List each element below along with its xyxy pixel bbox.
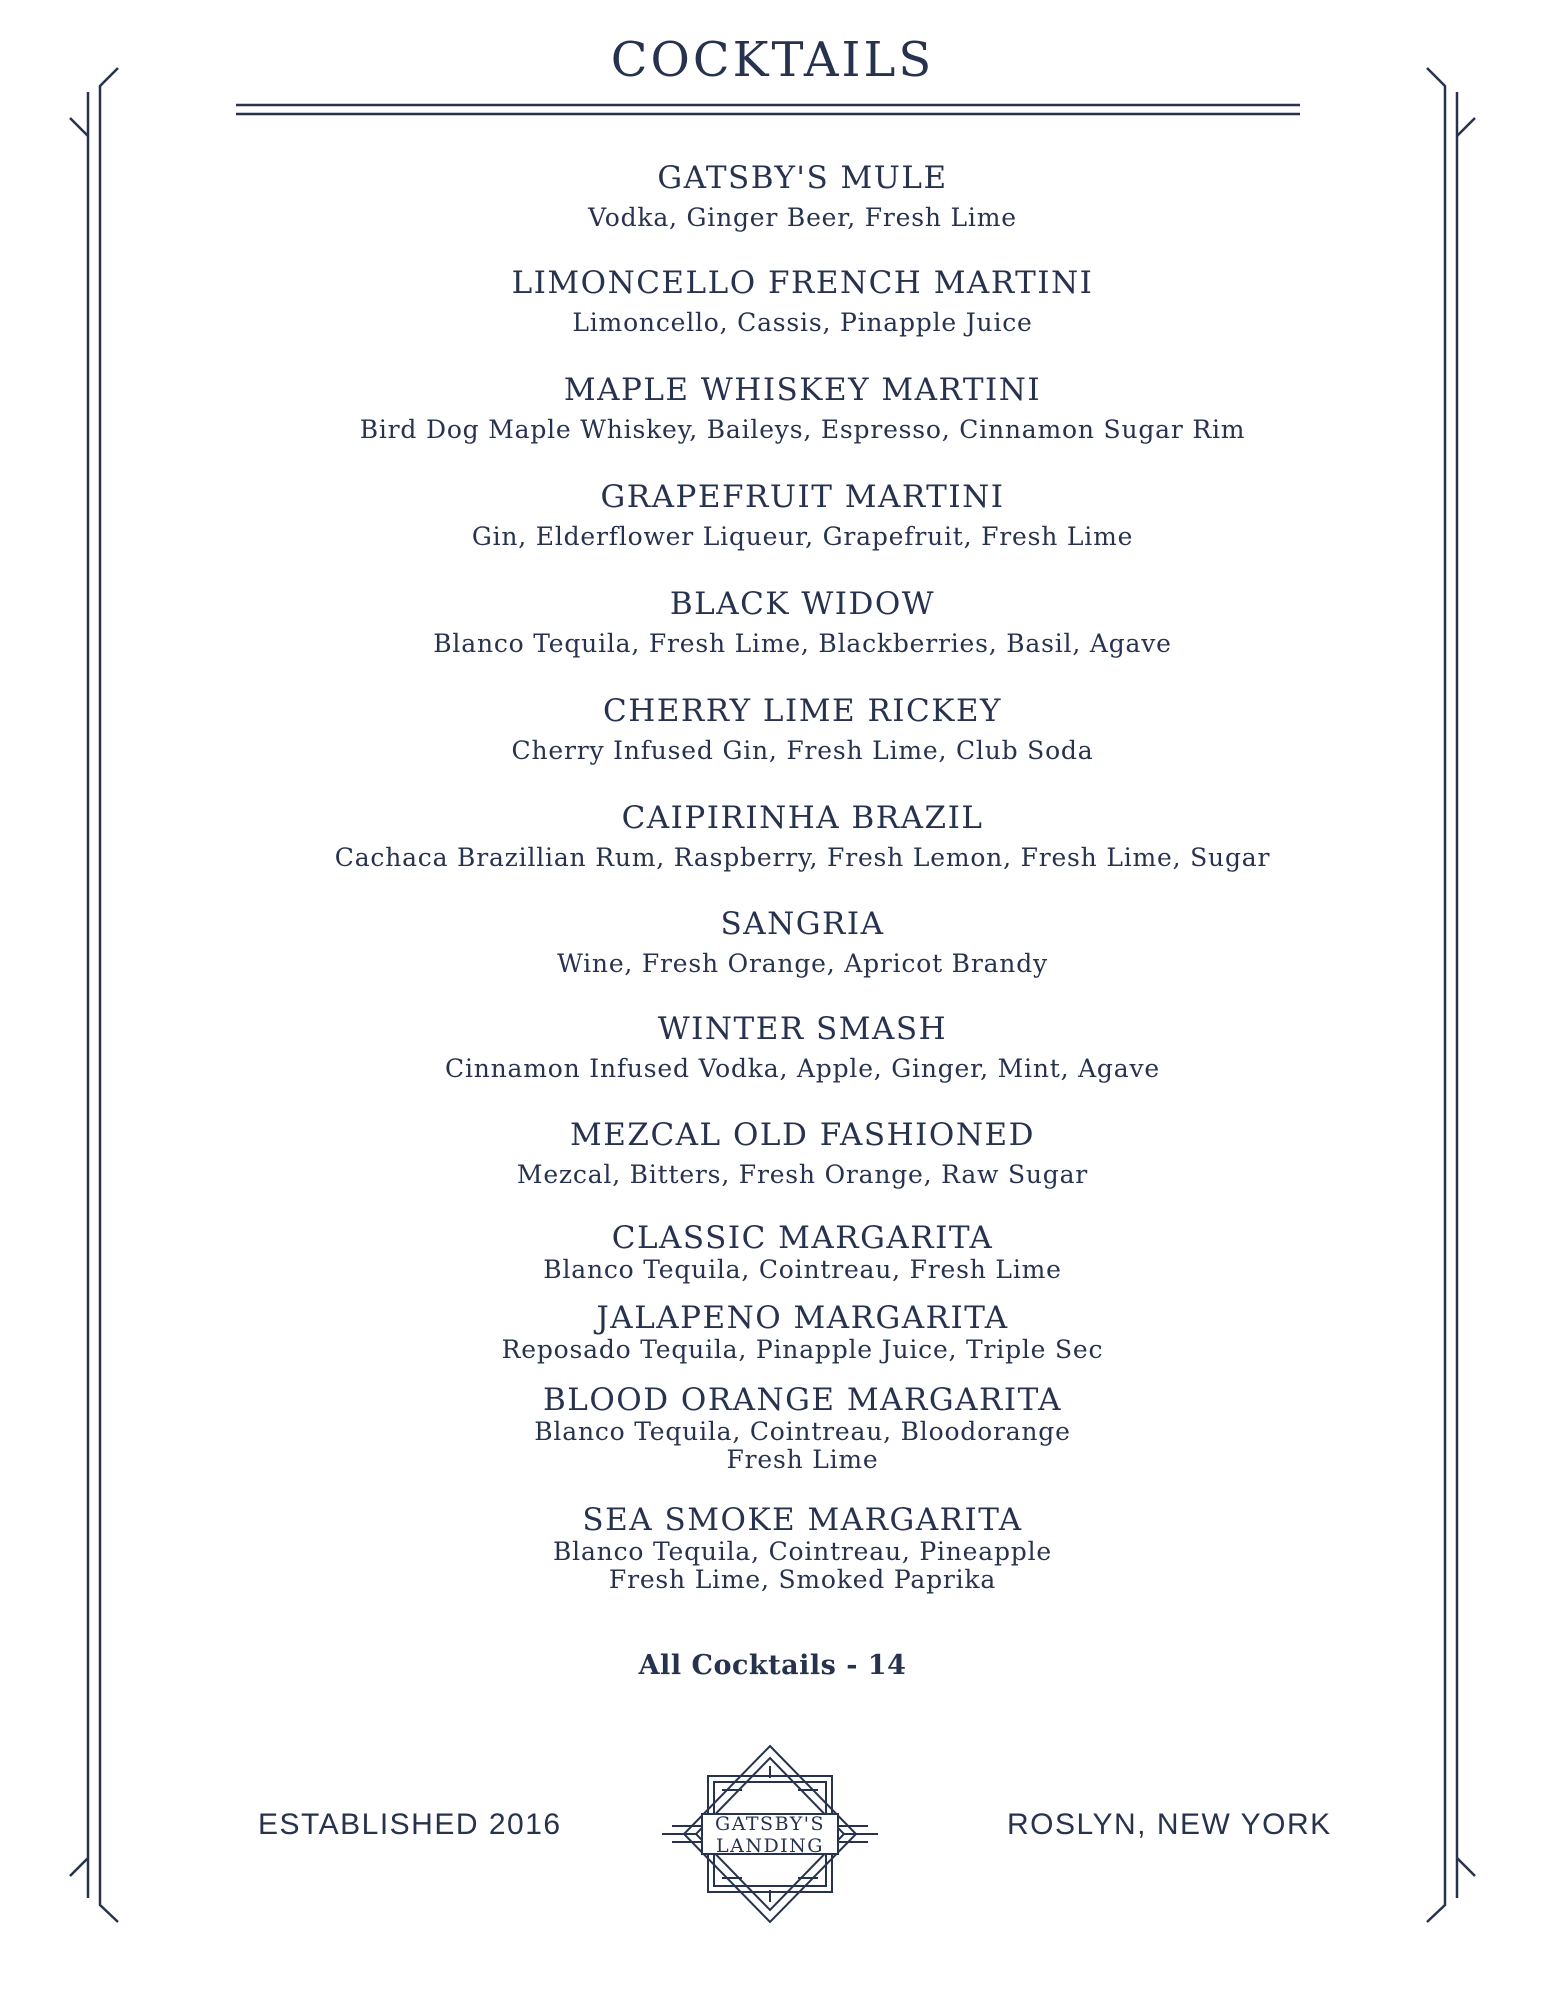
item-name: SEA SMOKE MARGARITA [582, 1502, 1023, 1538]
item-name: SANGRIA [720, 906, 885, 942]
item-description: Cinnamon Infused Vodka, Apple, Ginger, Mint, Agave [445, 1054, 1160, 1083]
item-description: Blanco Tequila, Cointreau, Fresh Lime [543, 1255, 1062, 1284]
item-description: Mezcal, Bitters, Fresh Orange, Raw Sugar [516, 1160, 1089, 1189]
menu-item [260, 798, 1345, 878]
menu-item [260, 904, 1345, 984]
menu-item [260, 1009, 1345, 1089]
item-description: Reposado Tequila, Pinapple Juice, Triple Sec [501, 1335, 1104, 1364]
item-description: Blanco Tequila, Cointreau, Pineapple [553, 1537, 1052, 1566]
item-description: Blanco Tequila, Fresh Lime, Blackberries, Basil, Agave [433, 629, 1172, 658]
item-description: Cachaca Brazillian Rum, Raspberry, Fresh Lemon, Fresh Lime, Sugar [334, 843, 1271, 872]
price-note: All Cocktails - 14 [638, 1650, 907, 1681]
logo-line-2: LANDING [715, 1835, 825, 1857]
menu-item [260, 263, 1345, 343]
menu-item [260, 691, 1345, 771]
item-name: MEZCAL OLD FASHIONED [570, 1117, 1035, 1153]
location-text: ROSLYN, NEW YORK [1007, 1808, 1332, 1841]
item-description: Cherry Infused Gin, Fresh Lime, Club Soda [511, 736, 1094, 765]
item-description: Blanco Tequila, Cointreau, Bloodorange [534, 1417, 1071, 1446]
menu-item [260, 1300, 1345, 1364]
established-text: ESTABLISHED 2016 [258, 1808, 562, 1841]
item-name: GATSBY'S MULE [657, 160, 948, 196]
item-name: WINTER SMASH [657, 1011, 948, 1047]
gatsbys-landing-logo [662, 1744, 878, 1924]
menu-item [260, 1382, 1345, 1474]
item-name: MAPLE WHISKEY MARTINI [563, 372, 1042, 408]
item-name: JALAPENO MARGARITA [596, 1300, 1009, 1336]
menu-item [260, 1115, 1345, 1195]
menu-item [260, 477, 1345, 557]
item-description: Wine, Fresh Orange, Apricot Brandy [557, 949, 1048, 978]
item-name: BLACK WIDOW [669, 586, 936, 622]
item-description: Vodka, Ginger Beer, Fresh Lime [588, 203, 1017, 232]
item-name: GRAPEFRUIT MARTINI [600, 479, 1005, 515]
item-name: CHERRY LIME RICKEY [602, 693, 1003, 729]
item-description: Gin, Elderflower Liqueur, Grapefruit, Fresh Lime [471, 522, 1134, 551]
item-description: Bird Dog Maple Whiskey, Baileys, Espresso, Cinnamon Sugar Rim [359, 415, 1246, 444]
item-description: Fresh Lime, Smoked Paprika [608, 1565, 997, 1594]
menu-item [260, 1220, 1345, 1284]
item-description: Limoncello, Cassis, Pinapple Juice [572, 308, 1033, 337]
item-name: LIMONCELLO FRENCH MARTINI [511, 265, 1094, 301]
item-description: Fresh Lime [726, 1445, 879, 1474]
menu-item [260, 370, 1345, 450]
item-name: CAIPIRINHA BRAZIL [621, 800, 984, 836]
menu-item [260, 1502, 1345, 1594]
menu-item [260, 584, 1345, 664]
item-name: BLOOD ORANGE MARGARITA [543, 1382, 1062, 1418]
page-title: COCKTAILS [610, 32, 935, 88]
logo-line-1: GATSBY'S [715, 1813, 825, 1835]
menu-item [260, 158, 1345, 238]
item-name: CLASSIC MARGARITA [611, 1220, 994, 1256]
